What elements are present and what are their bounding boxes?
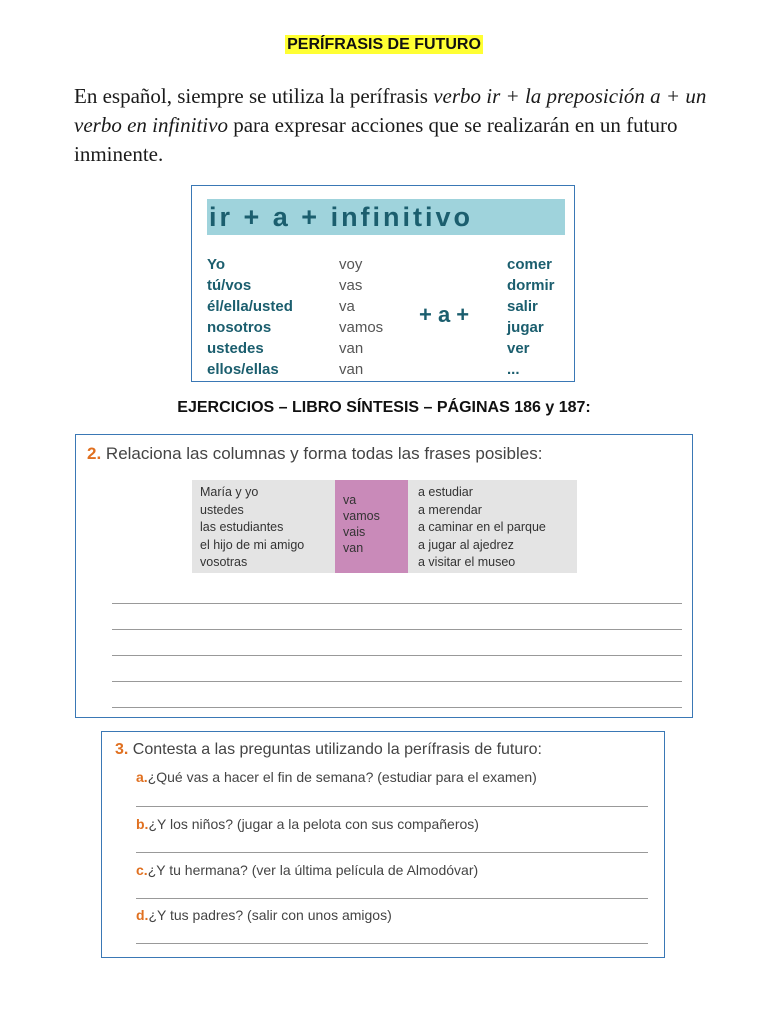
matching-verbs	[335, 480, 408, 573]
page-title: PERÍFRASIS DE FUTURO	[287, 36, 481, 53]
verb-item: vamos	[339, 319, 384, 336]
verb-column	[339, 254, 383, 380]
matching-subject: vosotras	[200, 555, 248, 569]
answer-line[interactable]	[112, 629, 682, 630]
matching-subject: ustedes	[200, 502, 244, 517]
infinitive-item: ...	[507, 361, 520, 378]
question-letter: d.	[136, 907, 149, 923]
infinitive-item: ver	[507, 340, 530, 357]
question-a	[136, 769, 537, 785]
matching-complements	[408, 480, 577, 573]
subject-item: tú/vos	[207, 277, 252, 294]
answer-line[interactable]	[136, 943, 648, 944]
infinitive-item: salir	[507, 298, 538, 315]
matching-complement: a caminar en el parque	[418, 520, 546, 534]
question-letter: b.	[136, 816, 149, 832]
intro-text-2: verbo ir + la preposición a + un verbo en infinitivo	[74, 84, 707, 137]
matching-subjects	[192, 480, 335, 573]
exercise-2-title	[87, 444, 542, 464]
conjugation-header: ir + a + infinitivo	[207, 199, 565, 235]
question-letter: a.	[136, 769, 148, 785]
answer-line[interactable]	[136, 806, 648, 807]
question-d	[136, 907, 392, 923]
infinitive-item: jugar	[507, 319, 544, 336]
matching-subject: el hijo de mi amigo	[200, 537, 305, 552]
matching-complement: a merendar	[418, 502, 482, 517]
verb-item: va	[339, 298, 355, 315]
question-c	[136, 862, 478, 878]
intro-text-1: En español, siempre se utiliza la perífrasis	[74, 84, 434, 108]
matching-verb: va	[343, 493, 357, 507]
exercise-instruction: Contesta a las preguntas utilizando la perífrasis de futuro:	[132, 741, 542, 758]
verb-item: van	[339, 340, 364, 357]
answer-line[interactable]	[112, 603, 682, 604]
answer-line[interactable]	[112, 707, 682, 708]
verb-item: vas	[339, 277, 363, 294]
answer-line[interactable]	[136, 898, 648, 899]
question-letter: c.	[136, 862, 148, 878]
exercise-instruction: Relaciona las columnas y forma todas las frases posibles:	[105, 444, 543, 463]
answer-line[interactable]	[112, 681, 682, 682]
matching-complement: a visitar el museo	[418, 555, 516, 569]
matching-complement: a jugar al ajedrez	[418, 537, 514, 552]
verb-item: voy	[339, 256, 363, 273]
matching-verb: vamos	[343, 509, 380, 523]
matching-complement: a estudiar	[418, 485, 473, 499]
subject-column	[207, 254, 293, 380]
subject-item: nosotros	[207, 319, 272, 336]
intro-text-3: para expresar acciones que se realizarán en un futuro inminente.	[74, 113, 678, 166]
intro-paragraph	[74, 82, 714, 169]
exercise-number: 3.	[115, 741, 129, 758]
conjugation-box	[191, 185, 575, 382]
exercise-number: 2.	[87, 444, 102, 463]
matching-verb: vais	[343, 525, 366, 539]
question-text: ¿Qué vas a hacer el fin de semana? (estudiar para el examen)	[147, 769, 537, 785]
question-text: ¿Y tus padres? (salir con unos amigos)	[148, 907, 392, 923]
exercise-2-box	[75, 434, 693, 718]
exercises-heading: EJERCICIOS – LIBRO SÍNTESIS – PÁGINAS 186 y 187:	[177, 399, 591, 416]
matching-verb: van	[343, 541, 364, 555]
exercise-3-title	[115, 741, 542, 759]
subject-item: Yo	[207, 256, 226, 273]
connector-a: + a +	[419, 302, 470, 327]
matching-subject: las estudiantes	[200, 520, 284, 534]
infinitive-item: dormir	[507, 277, 555, 294]
subject-item: ellos/ellas	[207, 361, 279, 378]
subject-item: ustedes	[207, 340, 264, 357]
matching-subject: María y yo	[200, 485, 259, 499]
matching-table	[192, 480, 577, 573]
infinitive-column	[507, 254, 555, 380]
question-text: ¿Y tu hermana? (ver la última película de Almodóvar)	[147, 862, 479, 878]
verb-item: van	[339, 361, 364, 378]
answer-line[interactable]	[112, 655, 682, 656]
infinitive-item: comer	[507, 256, 553, 273]
question-text: ¿Y los niños? (jugar a la pelota con sus compañeros)	[148, 816, 479, 832]
answer-line[interactable]	[136, 852, 648, 853]
exercise-3-box	[101, 731, 665, 958]
question-b	[136, 816, 479, 832]
subject-item: él/ella/usted	[207, 298, 293, 315]
